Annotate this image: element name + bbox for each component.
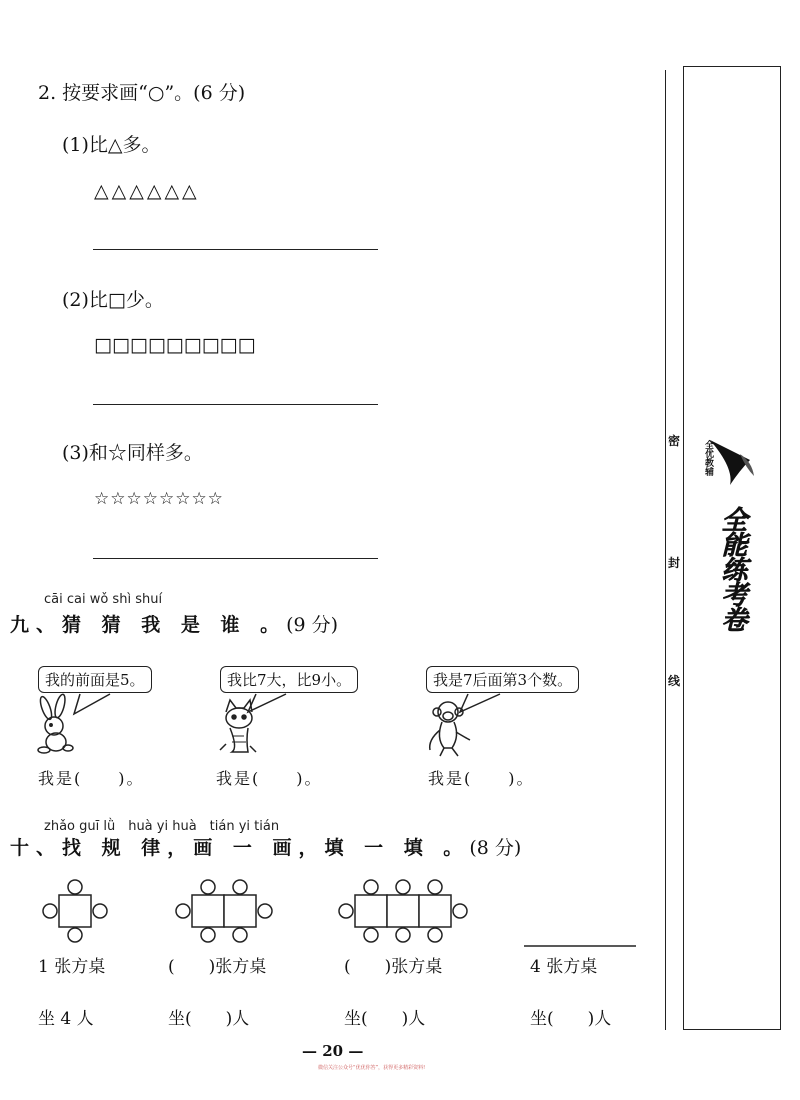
tables-count-1: 1 张方桌 (38, 957, 106, 977)
seats-count-4[interactable]: 坐( )人 (530, 1009, 612, 1029)
section-10-heading (10, 833, 521, 860)
one-table-icon (43, 880, 107, 942)
tables-count-4: 4 张方桌 (530, 957, 598, 977)
section-10-title: 十、找 规 律，画 一 画，填 一 填 。 (10, 837, 470, 859)
triangle-row: △△△△△△ (94, 180, 200, 202)
question-2-title: 2. 按要求画“○”。(6 分) (38, 82, 246, 104)
answer-cat[interactable]: 我是( )。 (216, 769, 323, 788)
seats-count-1: 坐 4 人 (38, 1009, 94, 1029)
section-10-pinyin: zhǎo guī lǜ huà yi huà tián yi tián (44, 819, 280, 834)
seal-char-1: 密 (668, 434, 681, 448)
page-number: — 20 — (302, 1042, 364, 1060)
answer-rabbit[interactable]: 我是( )。 (38, 769, 145, 788)
tables-illustration (0, 878, 660, 948)
section-9-heading (10, 610, 338, 637)
answer-line-1[interactable] (93, 249, 378, 250)
two-tables-icon (176, 880, 272, 942)
three-tables-icon (339, 880, 467, 942)
brand-title: 全能练考卷 (717, 506, 747, 631)
tables-count-3[interactable]: ( )张方桌 (344, 957, 443, 977)
speech-bubble-cat: 我比7大，比9小。 (220, 666, 358, 693)
seats-count-2[interactable]: 坐( )人 (168, 1009, 250, 1029)
footnote: 微信关注公众号“优优你答”，获得更多精彩资料! (318, 1065, 426, 1071)
speech-bubble-rabbit: 我的前面是5。 (38, 666, 152, 693)
answer-monkey[interactable]: 我是( )。 (428, 769, 535, 788)
cat-icon (220, 700, 256, 752)
seats-count-3[interactable]: 坐( )人 (344, 1009, 426, 1029)
answer-line-3[interactable] (93, 558, 378, 559)
bubble-tail-1 (74, 694, 110, 714)
bubble-tail-3 (460, 694, 500, 712)
part-2-label: (2)比□少。 (62, 289, 164, 311)
rabbit-icon (38, 693, 73, 753)
square-row: □□□□□□□□□ (94, 334, 256, 356)
seal-char-3: 线 (668, 674, 681, 688)
seal-char-2: 封 (668, 556, 681, 570)
speech-bubble-monkey: 我是7后面第3个数。 (426, 666, 579, 693)
tables-count-2[interactable]: ( )张方桌 (168, 957, 267, 977)
brand-logo-text: 全优教辅 (703, 440, 713, 476)
part-1-label: (1)比△多。 (62, 134, 161, 156)
section-9-pinyin: cāi cai wǒ shì shuí (44, 592, 163, 607)
section-9-title: 九、猜 猜 我 是 谁 。 (10, 614, 287, 636)
section-9-score: (9 分) (286, 614, 339, 636)
animals-illustration (0, 690, 640, 770)
answer-line-2[interactable] (93, 404, 378, 405)
binding-line (665, 70, 666, 1030)
bubble-tail-2 (248, 694, 286, 712)
section-10-score: (8 分) (469, 837, 522, 859)
star-row: ☆☆☆☆☆☆☆☆ (94, 489, 224, 509)
part-3-label: (3)和☆同样多。 (62, 442, 203, 464)
